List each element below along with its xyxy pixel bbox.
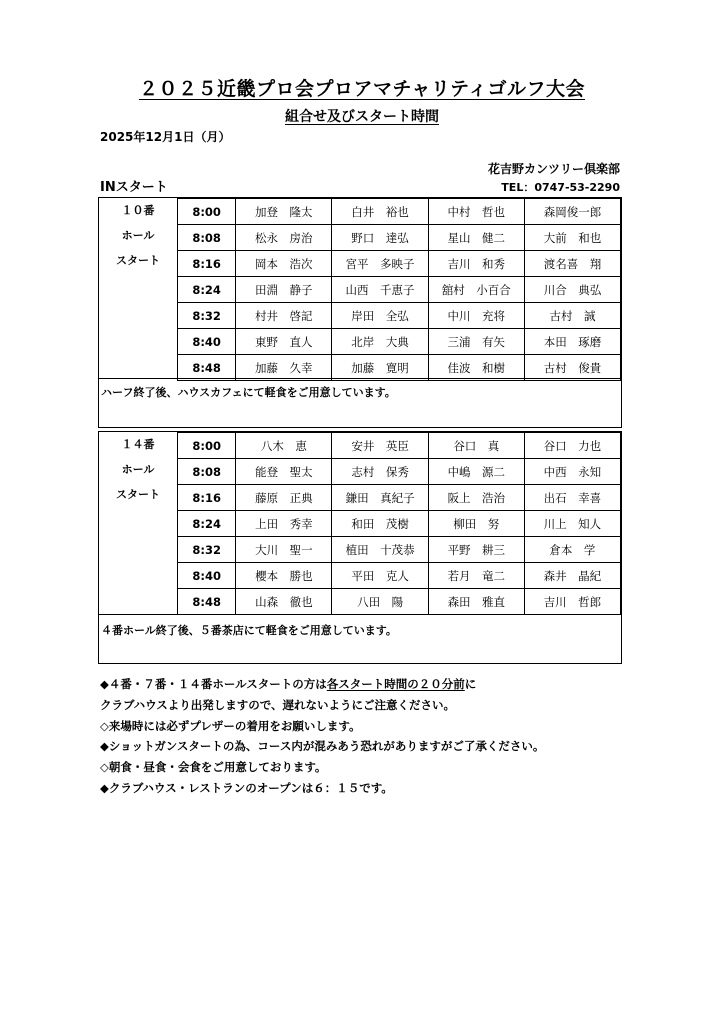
player-name: 出石 幸喜 (524, 485, 620, 511)
player-name: 舘村 小百合 (428, 277, 524, 303)
start-time: 8:08 (178, 225, 236, 251)
player-name: 古村 誠 (524, 303, 620, 329)
table-row (178, 563, 621, 589)
player-name: 谷口 力也 (524, 433, 620, 459)
player-name: 川合 典弘 (524, 277, 620, 303)
player-name: 八木 恵 (236, 433, 332, 459)
table-row (178, 277, 621, 303)
pairing-table (177, 198, 621, 381)
table-row (178, 433, 621, 459)
player-name: 安井 英臣 (332, 433, 428, 459)
player-name: 北岸 大典 (332, 329, 428, 355)
player-name: 三浦 有矢 (428, 329, 524, 355)
table-row (178, 303, 621, 329)
table-row (178, 589, 621, 615)
player-name: 大川 聖一 (236, 537, 332, 563)
start-time: 8:48 (178, 355, 236, 381)
player-name: 宮平 多映子 (332, 251, 428, 277)
hole-label: １４番 ホール スタート (116, 438, 160, 501)
table-row (178, 459, 621, 485)
start-time: 8:24 (178, 277, 236, 303)
player-name: 古村 俊貴 (524, 355, 620, 381)
player-name: 若月 竜二 (428, 563, 524, 589)
note-line: ◆４番・７番・１４番ホールスタートの方は各スタート時間の２０分前に (100, 677, 477, 691)
player-name: 森井 晶紀 (524, 563, 620, 589)
player-name: 東野 直人 (236, 329, 332, 355)
player-name: 佳波 和樹 (428, 355, 524, 381)
club-telephone: TEL：0747-53-2290 (501, 181, 620, 194)
table-row (178, 511, 621, 537)
emphasized-time: 各スタート時間の２０分前 (326, 677, 465, 691)
player-name: 谷口 真 (428, 433, 524, 459)
start-time: 8:48 (178, 589, 236, 615)
pairing-table (177, 432, 621, 615)
table-row (178, 251, 621, 277)
block-note: ４番ホール終了後、５番茶店にて軽食をご用意しています。 (101, 624, 397, 637)
player-name: 山森 徹也 (236, 589, 332, 615)
start-time: 8:32 (178, 303, 236, 329)
player-name: 中嶋 源二 (428, 459, 524, 485)
player-name: 八田 陽 (332, 589, 428, 615)
note-line: ◆ショットガンスタートの為、コース内が混みあう恐れがありますがご了承ください。 (100, 739, 545, 754)
event-date: 2025年12月1日（月） (100, 130, 231, 144)
player-name: 平野 耕三 (428, 537, 524, 563)
player-name: 山西 千恵子 (332, 277, 428, 303)
document-title: ２０２５近畿プロ会プロアマチャリティゴルフ大会 (138, 78, 586, 100)
section-divider (99, 378, 621, 379)
player-name: 志村 保秀 (332, 459, 428, 485)
player-name: 平田 克人 (332, 563, 428, 589)
player-name: 村井 啓記 (236, 303, 332, 329)
table-row (178, 199, 621, 225)
club-name: 花吉野カンツリー倶楽部 (487, 162, 620, 176)
player-name: 白井 裕也 (332, 199, 428, 225)
player-name: 鎌田 真紀子 (332, 485, 428, 511)
player-name: 倉本 学 (524, 537, 620, 563)
hole-10-start-block (98, 197, 622, 428)
player-name: 森田 雅直 (428, 589, 524, 615)
player-name: 能登 聖太 (236, 459, 332, 485)
start-time: 8:24 (178, 511, 236, 537)
start-time: 8:08 (178, 459, 236, 485)
note-line: ◇朝食・昼食・会食をご用意しております。 (100, 760, 327, 775)
hole-14-start-block (98, 431, 622, 664)
start-time: 8:00 (178, 199, 236, 225)
player-name: 加藤 寛明 (332, 355, 428, 381)
section-divider (99, 614, 621, 615)
player-name: 吉川 哲郎 (524, 589, 620, 615)
start-time: 8:40 (178, 563, 236, 589)
table-row (178, 537, 621, 563)
start-label: INスタート (100, 180, 168, 195)
start-time: 8:16 (178, 251, 236, 277)
player-name: 和田 茂樹 (332, 511, 428, 537)
player-name: 田淵 静子 (236, 277, 332, 303)
player-name: 阪上 浩治 (428, 485, 524, 511)
player-name: 植田 十茂恭 (332, 537, 428, 563)
table-row (178, 329, 621, 355)
player-name: 柳田 努 (428, 511, 524, 537)
player-name: 加登 隆太 (236, 199, 332, 225)
player-name: 吉川 和秀 (428, 251, 524, 277)
player-name: 松永 房治 (236, 225, 332, 251)
player-name: 中村 哲也 (428, 199, 524, 225)
player-name: 本田 琢磨 (524, 329, 620, 355)
player-name: 上田 秀幸 (236, 511, 332, 537)
player-name: 星山 健二 (428, 225, 524, 251)
hole-label: １０番 ホール スタート (116, 204, 160, 267)
player-name: 野口 達弘 (332, 225, 428, 251)
player-name: 中川 充将 (428, 303, 524, 329)
note-line: クラブハウスより出発しますので、遅れないようにご注意ください。 (100, 697, 456, 712)
table-row (178, 225, 621, 251)
player-name: 岸田 全弘 (332, 303, 428, 329)
player-name: 藤原 正典 (236, 485, 332, 511)
start-time: 8:32 (178, 537, 236, 563)
player-name: 大前 和也 (524, 225, 620, 251)
player-name: 中西 永知 (524, 459, 620, 485)
note-line: ◇来場時には必ずプレザーの着用をお願いします。 (100, 718, 361, 733)
table-row (178, 355, 621, 381)
start-time: 8:16 (178, 485, 236, 511)
start-time: 8:40 (178, 329, 236, 355)
block-note: ハーフ終了後、ハウスカフェにて軽食をご用意しています。 (101, 386, 396, 399)
table-row (178, 485, 621, 511)
player-name: 森岡俊一郎 (524, 199, 620, 225)
player-name: 加藤 久幸 (236, 355, 332, 381)
document-subtitle: 組合せ及びスタート時間 (285, 109, 439, 125)
player-name: 川上 知人 (524, 511, 620, 537)
footer-notes (100, 674, 544, 799)
note-line: ◆クラブハウス・レストランのオープンは６：１５です。 (100, 780, 393, 795)
player-name: 渡名喜 翔 (524, 251, 620, 277)
player-name: 岡本 浩次 (236, 251, 332, 277)
player-name: 櫻本 勝也 (236, 563, 332, 589)
start-time: 8:00 (178, 433, 236, 459)
